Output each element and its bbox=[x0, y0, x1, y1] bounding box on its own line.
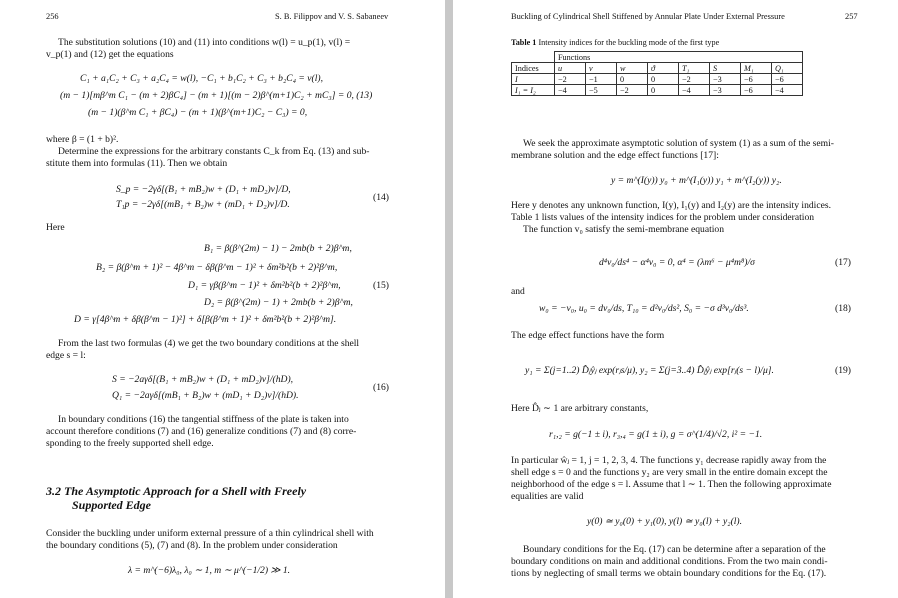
equation-roots: r₁,₂ = g(−1 ± i), r₃,₄ = g(1 ± i), g = σ^(1/4)/√2, i² = −1. bbox=[549, 429, 763, 440]
paragraph-line: stitute them into formulas (11). Then we obtain bbox=[46, 158, 228, 169]
equation-15-line: B₁ = β(β^(2m) − 1) − 2mb(b + 2)β^m, bbox=[204, 243, 352, 254]
paragraph-line: edge s = l: bbox=[46, 350, 86, 361]
right-page bbox=[453, 0, 898, 598]
table-column-header: Q₁ bbox=[772, 63, 803, 74]
table-cell: I bbox=[512, 74, 555, 85]
paragraph-line: From the last two formulas (4) we get the two boundary conditions at the shell bbox=[58, 338, 360, 349]
equation-16-number: (16) bbox=[373, 382, 389, 393]
table-cell: −1 bbox=[586, 74, 617, 85]
equation-18-number: (18) bbox=[835, 303, 851, 314]
section-heading: Supported Edge bbox=[72, 498, 152, 512]
table-row bbox=[512, 85, 803, 96]
table-caption-text: Intensity indices for the buckling mode of the first type bbox=[538, 38, 720, 47]
equation-14-number: (14) bbox=[373, 192, 389, 203]
table-cell: −3 bbox=[710, 85, 741, 96]
left-page-number: 256 bbox=[46, 12, 59, 21]
paragraph-line: shell edge s = 0 and the functions y₂ are very small in the entire domain except the bbox=[511, 467, 828, 478]
table-column-header: T₁ bbox=[679, 63, 710, 74]
paragraph-line: the boundary conditions (5), (7) and (8). In the problem under consideration bbox=[46, 540, 338, 551]
table-header-row bbox=[512, 52, 803, 63]
paragraph-line: account therefore conditions (7) and (16) generalize conditions (7) and (8) corre- bbox=[46, 426, 357, 437]
paragraph-line: In boundary conditions (16) the tangential stiffness of the plate is taken into bbox=[58, 414, 349, 425]
equation-15-line: B₂ = β(β^m + 1)² − 4β^m − δβ(β^m − 1)² + δm²b²(b + 2)²β^m, bbox=[96, 262, 338, 273]
right-page-number: 257 bbox=[845, 12, 858, 21]
left-running-head: S. B. Filippov and V. S. Sabaneev bbox=[275, 12, 389, 21]
paragraph-line: equalities are valid bbox=[511, 491, 584, 502]
equation-14-line: T₁p = −2γδ[(mB₁ + B₂)w + (mD₁ + D₂)v]/D. bbox=[116, 199, 290, 210]
table-cell: 0 bbox=[648, 85, 679, 96]
table-cell: 0 bbox=[648, 74, 679, 85]
table-cell: −6 bbox=[741, 85, 772, 96]
equation-15-number: (15) bbox=[373, 280, 389, 291]
paragraph-line: The substitution solutions (10) and (11) into conditions w(l) = u_p(1), v(l) = bbox=[58, 37, 351, 48]
table-cell: −5 bbox=[586, 85, 617, 96]
paragraph-line: We seek the approximate asymptotic solution of system (1) as a sum of the semi- bbox=[523, 138, 834, 149]
paragraph-line: where β = (1 + b)². bbox=[46, 134, 119, 145]
table-column-header: w bbox=[617, 63, 648, 74]
table-column-row bbox=[512, 63, 803, 74]
equation-17-number: (17) bbox=[835, 257, 851, 268]
table-corner-cell bbox=[512, 52, 555, 63]
table-caption bbox=[511, 38, 719, 47]
equation-lambda: λ = m^(−6)λ₀, λ₀ ∼ 1, m ∼ μ^(−1/2) ≫ 1. bbox=[128, 565, 291, 576]
table-cell: I₁ = I₂ bbox=[512, 85, 555, 96]
left-page bbox=[0, 0, 445, 598]
table-column-header: M₁ bbox=[741, 63, 772, 74]
equation-16-line: S = −2aγδ[(B₁ + mB₂)w + (D₁ + mD₂)v]/(hD), bbox=[112, 374, 294, 385]
table-cell: −2 bbox=[617, 85, 648, 96]
paragraph-line: tions by neglecting of small terms we obtain boundary conditions for the Eq. (17). bbox=[511, 568, 827, 579]
equation-y-sum: y = m^(I(y)) y₀ + m^(I₁(y)) y₁ + m^(I₂(y)) y₂. bbox=[611, 175, 782, 186]
table-cell: −6 bbox=[741, 74, 772, 85]
equation-13-line: (m − 1)[mβ^m C₁ − (m + 2)βC₄] − (m + 1)[(m − 2)β^(m+1)C₂ + mC₃] = 0, (13) bbox=[60, 90, 373, 101]
here-label: Here bbox=[46, 222, 65, 233]
table-column-header: ϑ bbox=[648, 63, 679, 74]
paragraph-line: The function v₀ satisfy the semi-membrane equation bbox=[523, 224, 725, 235]
equation-18: w₀ = −v₀, u₀ = dv₀/ds, T₁₀ = d²v₀/ds², S₀ = −σ d³v₀/ds³. bbox=[539, 303, 749, 314]
table-cell: −3 bbox=[710, 74, 741, 85]
paragraph-line: v_p(1) and (12) get the equations bbox=[46, 49, 174, 60]
equation-17: d⁴v₀/ds⁴ − α⁴v₀ = 0, α⁴ = (λm⁶ − μ⁴m⁸)/σ bbox=[599, 257, 755, 268]
equation-15-line: D₁ = γβ(β^m − 1)² + δm²b²(b + 2)²β^m, bbox=[188, 280, 341, 291]
equation-13-line: C₁ + a₁C₂ + C₃ + a₂C₄ = w(l), −C₁ + b₁C₂ + C₃ + b₂C₄ = v(l), bbox=[80, 73, 324, 84]
paragraph-line: Consider the buckling under uniform external pressure of a thin cylindrical shell with bbox=[46, 528, 374, 539]
equation-15-line: D = γ[4β^m + δβ(β^m − 1)²] + δ[β(β^m + 1)² + δm²b²(b + 2)²β^m]. bbox=[74, 314, 337, 325]
table-row bbox=[512, 74, 803, 85]
paragraph-line: Boundary conditions for the Eq. (17) can be determine after a separation of the bbox=[523, 544, 826, 555]
equation-16-line: Q₁ = −2aγδ[(mB₁ + B₂)w + (mD₁ + D₂)v]/(hD). bbox=[112, 390, 299, 401]
equation-19-number: (19) bbox=[835, 365, 851, 376]
right-running-head: Buckling of Cylindrical Shell Stiffened by Annular Plate Under External Pressure bbox=[511, 12, 785, 21]
table-column-header: v bbox=[586, 63, 617, 74]
table-caption-label: Table 1 bbox=[511, 38, 537, 47]
paragraph-line: In particular ŵⱼ = 1, j = 1, 2, 3, 4. The functions y₁ decrease rapidly away from the bbox=[511, 455, 827, 466]
table-cell: −6 bbox=[772, 74, 803, 85]
table-cell: −4 bbox=[679, 85, 710, 96]
paragraph-line: boundary conditions on main and additional conditions. From the two main condi- bbox=[511, 556, 828, 567]
paragraph-line: The edge effect functions have the form bbox=[511, 330, 665, 341]
section-heading: 3.2 The Asymptotic Approach for a Shell with Freely bbox=[46, 484, 307, 498]
table-header-functions: Functions bbox=[555, 52, 803, 63]
equation-19: y₁ = Σ(j=1..2) D̂ⱼŷⱼ exp(rⱼs/μ), y₂ = Σ(j=3..4) D̂ⱼŷⱼ exp[rⱼ(s − l)/μ]. bbox=[525, 365, 774, 376]
table-cell: 0 bbox=[617, 74, 648, 85]
paragraph-line: sponding to the freely supported shell edge. bbox=[46, 438, 214, 449]
paragraph-line: membrane solution and the edge effect functions [17]: bbox=[511, 150, 719, 161]
table-column-header: Indices bbox=[512, 63, 555, 74]
page-gutter bbox=[445, 0, 453, 598]
equation-15-line: D₂ = β(β^(2m) − 1) + 2mb(b + 2)β^m, bbox=[204, 297, 353, 308]
equation-approx: y(0) ≃ y₀(0) + y₁(0), y(l) ≃ y₀(l) + y₂(l). bbox=[587, 516, 743, 527]
paragraph-line: Here D̂ⱼ ∼ 1 are arbitrary constants, bbox=[511, 403, 649, 414]
paragraph-line: neighborhood of the edge s = l. Assume that l ∼ 1. Then the following approximate bbox=[511, 479, 832, 490]
equation-14-line: S_p = −2γδ[(B₁ + mB₂)w + (D₁ + mD₂)v]/D, bbox=[116, 184, 291, 195]
table-cell: −4 bbox=[772, 85, 803, 96]
table-column-header: S bbox=[710, 63, 741, 74]
paragraph-line: Table 1 lists values of the intensity indices for the problem under consideration bbox=[511, 212, 815, 223]
intensity-table bbox=[511, 51, 803, 96]
table-column-header: u bbox=[555, 63, 586, 74]
and-label: and bbox=[511, 286, 525, 297]
paragraph-line: Here y denotes any unknown function, I(y), I₁(y) and I₂(y) are the intensity indices. bbox=[511, 200, 831, 211]
table-cell: −2 bbox=[555, 74, 586, 85]
equation-13-line: (m − 1)(β^m C₁ + βC₄) − (m + 1)(β^(m+1)C₂ − C₃) = 0, bbox=[88, 107, 308, 118]
paragraph-line: Determine the expressions for the arbitrary constants C_k from Eq. (13) and sub- bbox=[58, 146, 370, 157]
table-cell: −2 bbox=[679, 74, 710, 85]
table-cell: −4 bbox=[555, 85, 586, 96]
